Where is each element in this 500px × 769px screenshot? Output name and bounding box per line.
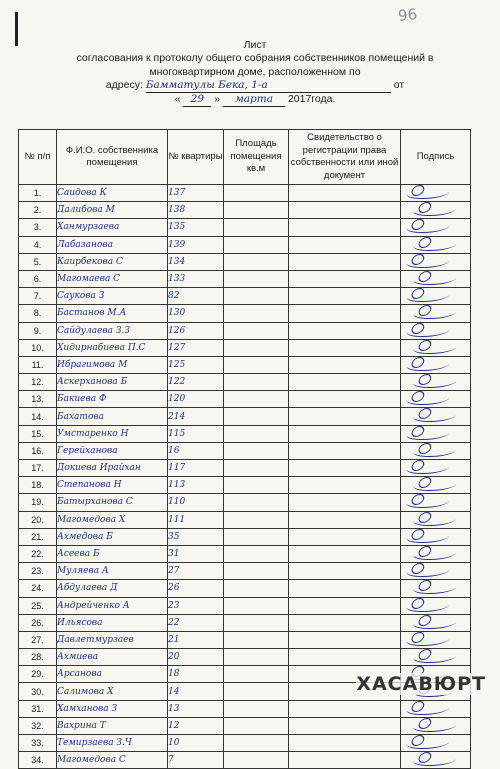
apartment-number: 115	[168, 425, 224, 442]
col-header-number: № п/п	[19, 130, 57, 185]
signature-cell	[401, 425, 471, 442]
signature-cell	[401, 511, 471, 528]
apartment-number: 125	[168, 356, 224, 373]
handwritten-signature	[412, 720, 458, 732]
certificate-cell	[289, 614, 401, 631]
table-row	[19, 425, 471, 442]
apartment-number: 22	[168, 614, 224, 631]
area-cell	[224, 735, 289, 752]
handwritten-signature	[412, 342, 458, 354]
address-field	[146, 79, 391, 93]
table-row	[19, 339, 471, 356]
row-number: 13.	[19, 391, 57, 408]
area-cell	[224, 460, 289, 477]
row-number: 7.	[19, 288, 57, 305]
owner-name: Магомедова Х	[57, 511, 168, 528]
apartment-number: 7	[168, 752, 224, 769]
handwritten-signature	[405, 565, 451, 577]
area-cell	[224, 374, 289, 391]
handwritten-signature	[405, 462, 451, 474]
row-number: 17.	[19, 460, 57, 477]
area-cell	[224, 666, 289, 683]
row-number: 33.	[19, 735, 57, 752]
table-row	[19, 305, 471, 322]
row-number: 16.	[19, 442, 57, 459]
row-number: 4.	[19, 236, 57, 253]
table-row	[19, 253, 471, 270]
apartment-number: 130	[168, 305, 224, 322]
certificate-cell	[289, 528, 401, 545]
area-cell	[224, 339, 289, 356]
area-cell	[224, 202, 289, 219]
signature-cell	[401, 649, 471, 666]
row-number: 5.	[19, 253, 57, 270]
area-cell	[224, 580, 289, 597]
handwritten-signature	[412, 376, 458, 388]
handwritten-signature	[405, 290, 451, 302]
page-number: 96	[397, 5, 418, 25]
handwritten-signature	[405, 600, 451, 612]
area-cell	[224, 700, 289, 717]
certificate-cell	[289, 442, 401, 459]
signature-cell	[401, 356, 471, 373]
address-from: от	[393, 78, 405, 91]
certificate-cell	[289, 339, 401, 356]
date-month: марта	[235, 93, 273, 106]
row-number: 1.	[19, 185, 57, 202]
apartment-number: 35	[168, 528, 224, 545]
area-cell	[224, 477, 289, 494]
apartment-number: 214	[168, 408, 224, 425]
certificate-cell	[289, 545, 401, 562]
date-mid-quote: »	[214, 93, 221, 106]
table-row	[19, 202, 471, 219]
subtitle-line-2: многоквартирном доме, расположенном по	[149, 65, 361, 78]
signature-cell	[401, 288, 471, 305]
certificate-cell	[289, 563, 401, 580]
apartment-number: 21	[168, 631, 224, 648]
row-number: 12.	[19, 374, 57, 391]
owner-name: Ильясова	[57, 614, 168, 631]
table-row	[19, 597, 471, 614]
handwritten-signature	[405, 703, 451, 715]
handwritten-signature	[412, 273, 458, 285]
area-cell	[224, 288, 289, 305]
owner-name: Муляева А	[57, 563, 168, 580]
apartment-number: 137	[168, 185, 224, 202]
apartment-number: 120	[168, 391, 224, 408]
owner-name: Арсанова	[57, 666, 168, 683]
row-number: 22.	[19, 545, 57, 562]
certificate-cell	[289, 270, 401, 287]
signature-cell	[401, 270, 471, 287]
owner-name: Саукова З	[57, 288, 168, 305]
row-number: 18.	[19, 477, 57, 494]
row-number: 20.	[19, 511, 57, 528]
apartment-number: 113	[168, 477, 224, 494]
apartment-number: 10	[168, 735, 224, 752]
certificate-cell	[289, 356, 401, 373]
row-number: 3.	[19, 219, 57, 236]
signature-cell	[401, 563, 471, 580]
owner-name: Темирзаева З.Ч	[57, 735, 168, 752]
table-row	[19, 374, 471, 391]
certificate-cell	[289, 717, 401, 734]
apartment-number: 139	[168, 236, 224, 253]
owner-name: Аскерханова Б	[57, 374, 168, 391]
row-number: 29.	[19, 666, 57, 683]
signature-cell	[401, 374, 471, 391]
row-number: 2.	[19, 202, 57, 219]
signature-cell	[401, 735, 471, 752]
area-cell	[224, 408, 289, 425]
certificate-cell	[289, 649, 401, 666]
date-day: 29	[190, 93, 205, 106]
row-number: 10.	[19, 339, 57, 356]
table-row	[19, 356, 471, 373]
owner-name: Бакиева Ф	[57, 391, 168, 408]
owner-name: Ханмурзаева	[57, 219, 168, 236]
apartment-number: 117	[168, 460, 224, 477]
area-cell	[224, 219, 289, 236]
signature-cell	[401, 442, 471, 459]
row-number: 31.	[19, 700, 57, 717]
row-number: 27.	[19, 631, 57, 648]
signature-cell	[401, 700, 471, 717]
apartment-number: 13	[168, 700, 224, 717]
owner-name: Умстаренко Н	[57, 425, 168, 442]
apartment-number: 26	[168, 580, 224, 597]
signature-cell	[401, 305, 471, 322]
handwritten-signature	[405, 256, 451, 268]
area-cell	[224, 649, 289, 666]
owner-name: Ахмиева	[57, 649, 168, 666]
address-handwritten: Бамматулы Бека, 1-а	[145, 78, 268, 91]
area-cell	[224, 511, 289, 528]
owner-name: Хамханова З	[57, 700, 168, 717]
signature-cell	[401, 253, 471, 270]
owner-name: Ибрагимова М	[57, 356, 168, 373]
row-number: 21.	[19, 528, 57, 545]
certificate-cell	[289, 305, 401, 322]
signature-cell	[401, 202, 471, 219]
area-cell	[224, 494, 289, 511]
certificate-cell	[289, 322, 401, 339]
owner-name: Бастанов М.А	[57, 305, 168, 322]
address-label: адресу:	[105, 78, 143, 91]
date-month-field	[223, 93, 285, 107]
row-number: 30.	[19, 683, 57, 700]
signature-cell	[401, 339, 471, 356]
date-line	[40, 93, 470, 107]
signature-cell	[401, 185, 471, 202]
area-cell	[224, 236, 289, 253]
owner-name: Бахатова	[57, 408, 168, 425]
area-cell	[224, 322, 289, 339]
owner-name: Давлетмурзаев	[57, 631, 168, 648]
owner-name: Каирбекова С	[57, 253, 168, 270]
handwritten-signature	[412, 754, 458, 766]
table-row	[19, 631, 471, 648]
area-cell	[224, 528, 289, 545]
apartment-number: 110	[168, 494, 224, 511]
table-row	[19, 700, 471, 717]
row-number: 23.	[19, 563, 57, 580]
apartment-number: 27	[168, 563, 224, 580]
table-row	[19, 477, 471, 494]
col-header-apartment: № квартиры	[168, 130, 224, 185]
signature-cell	[401, 752, 471, 769]
certificate-cell	[289, 597, 401, 614]
row-number: 25.	[19, 597, 57, 614]
certificate-cell	[289, 700, 401, 717]
table-row	[19, 270, 471, 287]
apartment-number: 122	[168, 374, 224, 391]
apartment-number: 127	[168, 339, 224, 356]
area-cell	[224, 253, 289, 270]
certificate-cell	[289, 374, 401, 391]
signature-cell	[401, 494, 471, 511]
certificate-cell	[289, 185, 401, 202]
apartment-number: 138	[168, 202, 224, 219]
signature-cell	[401, 631, 471, 648]
owner-name: Вахрина Т	[57, 717, 168, 734]
area-cell	[224, 425, 289, 442]
handwritten-signature	[412, 514, 458, 526]
owner-name: Абдулаева Д	[57, 580, 168, 597]
handwritten-signature	[405, 634, 451, 646]
area-cell	[224, 631, 289, 648]
signature-cell	[401, 408, 471, 425]
certificate-cell	[289, 494, 401, 511]
row-number: 6.	[19, 270, 57, 287]
signature-cell	[401, 460, 471, 477]
table-row	[19, 288, 471, 305]
area-cell	[224, 717, 289, 734]
table-row	[19, 580, 471, 597]
area-cell	[224, 185, 289, 202]
handwritten-signature	[412, 617, 458, 629]
row-number: 34.	[19, 752, 57, 769]
area-cell	[224, 391, 289, 408]
table-row	[19, 236, 471, 253]
date-open-quote: «	[174, 93, 181, 106]
signature-cell	[401, 717, 471, 734]
row-number: 28.	[19, 649, 57, 666]
owner-name: Ахмедова Б	[57, 528, 168, 545]
handwritten-signature	[405, 531, 451, 543]
apartment-number: 14	[168, 683, 224, 700]
owner-name: Саидова К	[57, 185, 168, 202]
certificate-cell	[289, 408, 401, 425]
signature-cell	[401, 614, 471, 631]
apartment-number: 16	[168, 442, 224, 459]
handwritten-signature	[405, 737, 451, 749]
table-row	[19, 528, 471, 545]
table-header-row	[19, 130, 471, 185]
handwritten-signature	[412, 582, 458, 594]
signature-cell	[401, 391, 471, 408]
apartment-number: 111	[168, 511, 224, 528]
area-cell	[224, 442, 289, 459]
certificate-cell	[289, 460, 401, 477]
owner-name: Хидирнабиева П.С	[57, 339, 168, 356]
row-number: 8.	[19, 305, 57, 322]
area-cell	[224, 270, 289, 287]
area-cell	[224, 305, 289, 322]
owner-name: Асеева Б	[57, 545, 168, 562]
signature-cell	[401, 219, 471, 236]
table-row	[19, 185, 471, 202]
signature-cell	[401, 236, 471, 253]
table-row	[19, 442, 471, 459]
table-row	[19, 391, 471, 408]
col-header-area: Площадь помещения кв.м	[224, 130, 289, 185]
row-number: 26.	[19, 614, 57, 631]
table-row	[19, 563, 471, 580]
margin-mark	[15, 12, 18, 46]
owner-name: Батырханова С	[57, 494, 168, 511]
signature-cell	[401, 477, 471, 494]
handwritten-signature	[405, 325, 451, 337]
row-number: 11.	[19, 356, 57, 373]
certificate-cell	[289, 391, 401, 408]
handwritten-signature	[405, 428, 451, 440]
area-cell	[224, 356, 289, 373]
table-row	[19, 752, 471, 769]
address-line	[40, 79, 470, 93]
signature-cell	[401, 597, 471, 614]
col-header-certificate: Свидетельство о регистрации права собственности или иной документ	[289, 130, 401, 185]
table-row	[19, 511, 471, 528]
apartment-number: 18	[168, 666, 224, 683]
handwritten-signature	[405, 393, 451, 405]
title: Лист	[243, 39, 267, 51]
table-row	[19, 494, 471, 511]
area-cell	[224, 597, 289, 614]
table-row	[19, 614, 471, 631]
handwritten-signature	[412, 479, 458, 491]
apartment-number: 20	[168, 649, 224, 666]
owner-name: Лабазанова	[57, 236, 168, 253]
certificate-cell	[289, 735, 401, 752]
row-number: 24.	[19, 580, 57, 597]
area-cell	[224, 563, 289, 580]
certificate-cell	[289, 752, 401, 769]
apartment-number: 133	[168, 270, 224, 287]
apartment-number: 31	[168, 545, 224, 562]
row-number: 15.	[19, 425, 57, 442]
watermark-stamp: ХАСАВЮРТ	[356, 673, 486, 695]
owner-name: Степанова Н	[57, 477, 168, 494]
owner-name: Докиева Ирайхан	[57, 460, 168, 477]
area-cell	[224, 683, 289, 700]
certificate-cell	[289, 580, 401, 597]
table-row	[19, 545, 471, 562]
handwritten-signature	[405, 187, 451, 199]
signature-cell	[401, 322, 471, 339]
owner-name: Андрейченко А	[57, 597, 168, 614]
handwritten-signature	[412, 204, 458, 216]
table-row	[19, 219, 471, 236]
apartment-number: 134	[168, 253, 224, 270]
row-number: 19.	[19, 494, 57, 511]
date-year: 2017года.	[287, 93, 336, 106]
apartment-number: 126	[168, 322, 224, 339]
apartment-number: 82	[168, 288, 224, 305]
owner-name: Сайдулаева З.З	[57, 322, 168, 339]
certificate-cell	[289, 511, 401, 528]
owner-name: Далибова М	[57, 202, 168, 219]
table-row	[19, 717, 471, 734]
certificate-cell	[289, 477, 401, 494]
handwritten-signature	[412, 307, 458, 319]
handwritten-signature	[405, 496, 451, 508]
certificate-cell	[289, 288, 401, 305]
certificate-cell	[289, 236, 401, 253]
handwritten-signature	[412, 445, 458, 457]
table-row	[19, 322, 471, 339]
area-cell	[224, 752, 289, 769]
apartment-number: 12	[168, 717, 224, 734]
subtitle-line-1: согласования к протоколу общего собрания собственников помещений в	[76, 52, 434, 65]
handwritten-signature	[412, 410, 458, 422]
certificate-cell	[289, 253, 401, 270]
certificate-cell	[289, 631, 401, 648]
owner-name: Салимова Х	[57, 683, 168, 700]
col-header-owner-name: Ф.И.О. собственника помещения	[57, 130, 168, 185]
col-header-signature: Подпись	[401, 130, 471, 185]
signature-cell	[401, 545, 471, 562]
owner-name: Герейханова	[57, 442, 168, 459]
date-day-field	[183, 93, 211, 107]
certificate-cell	[289, 425, 401, 442]
apartment-number: 135	[168, 219, 224, 236]
table-row	[19, 408, 471, 425]
apartment-number: 23	[168, 597, 224, 614]
table-row	[19, 649, 471, 666]
handwritten-signature	[405, 359, 451, 371]
handwritten-signature	[412, 651, 458, 663]
row-number: 9.	[19, 322, 57, 339]
row-number: 14.	[19, 408, 57, 425]
area-cell	[224, 545, 289, 562]
signature-cell	[401, 528, 471, 545]
signature-cell	[401, 580, 471, 597]
certificate-cell	[289, 202, 401, 219]
table-row	[19, 735, 471, 752]
area-cell	[224, 614, 289, 631]
certificate-cell	[289, 219, 401, 236]
handwritten-signature	[412, 239, 458, 251]
handwritten-signature	[412, 548, 458, 560]
table-row	[19, 460, 471, 477]
owner-name: Магомаева С	[57, 270, 168, 287]
document-header	[40, 39, 470, 107]
row-number: 32.	[19, 717, 57, 734]
owner-name: Магомедова С	[57, 752, 168, 769]
handwritten-signature	[405, 221, 451, 233]
